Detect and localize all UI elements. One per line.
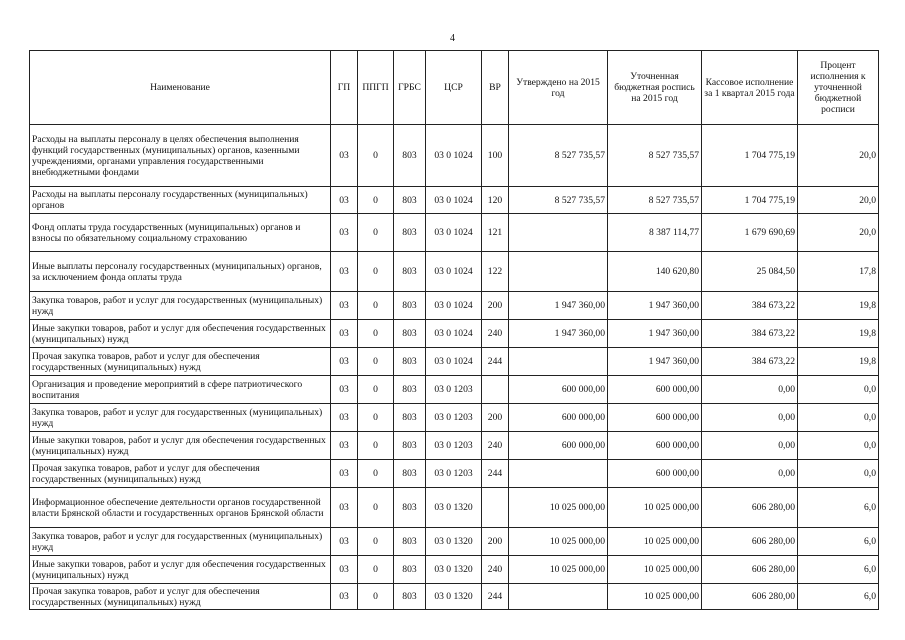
cell-refined: 10 025 000,00: [608, 528, 702, 556]
header-ppgp: ППГП: [358, 51, 394, 125]
cell-refined: 10 025 000,00: [608, 556, 702, 584]
cell-approved: 8 527 735,57: [509, 187, 608, 214]
cell-refined: 1 947 360,00: [608, 348, 702, 376]
budget-table: [29, 50, 879, 610]
table-row: [30, 320, 879, 348]
cell-approved: [509, 460, 608, 488]
table-row: [30, 376, 879, 404]
cell-vr: 244: [482, 584, 509, 610]
cell-grbs: 803: [394, 187, 426, 214]
header-cash: Кассовое исполнение за 1 квартал 2015 года: [702, 51, 798, 125]
header-refined: Уточненная бюджетная роспись на 2015 год: [608, 51, 702, 125]
cell-percent: 6,0: [798, 488, 879, 528]
cell-approved: 600 000,00: [509, 404, 608, 432]
cell-ppgp: 0: [358, 584, 394, 610]
cell-cash: 0,00: [702, 460, 798, 488]
cell-cash: 25 084,50: [702, 252, 798, 292]
cell-gp: 03: [331, 125, 358, 187]
cell-name: Иные закупки товаров, работ и услуг для обеспечения государственных (муниципальных) нужд: [30, 320, 331, 348]
cell-refined: 10 025 000,00: [608, 584, 702, 610]
cell-ppgp: 0: [358, 348, 394, 376]
cell-vr: 120: [482, 187, 509, 214]
cell-gp: 03: [331, 376, 358, 404]
cell-name: Прочая закупка товаров, работ и услуг для обеспечения государственных (муниципальных) нужд: [30, 460, 331, 488]
cell-csr: 03 0 1024: [426, 320, 482, 348]
cell-grbs: 803: [394, 292, 426, 320]
cell-percent: 0,0: [798, 376, 879, 404]
table-row: [30, 125, 879, 187]
cell-cash: 0,00: [702, 404, 798, 432]
cell-gp: 03: [331, 556, 358, 584]
header-percent: Процент исполнения к уточненной бюджетной росписи: [798, 51, 879, 125]
cell-percent: 20,0: [798, 187, 879, 214]
cell-gp: 03: [331, 528, 358, 556]
cell-vr: [482, 488, 509, 528]
cell-refined: 8 527 735,57: [608, 187, 702, 214]
cell-name: Расходы на выплаты персоналу в целях обеспечения выполнения функций государственных (муниципальных) органов, казенными учреждениями, органами управления государственными внебюджетными фондами: [30, 125, 331, 187]
header-name: Наименование: [30, 51, 331, 125]
table-row: [30, 528, 879, 556]
cell-refined: 600 000,00: [608, 404, 702, 432]
cell-percent: 0,0: [798, 460, 879, 488]
cell-gp: 03: [331, 488, 358, 528]
cell-gp: 03: [331, 460, 358, 488]
header-approved: Утверждено на 2015 год: [509, 51, 608, 125]
cell-ppgp: 0: [358, 404, 394, 432]
table-header-row: [30, 51, 879, 125]
cell-cash: 0,00: [702, 376, 798, 404]
table-body: [30, 125, 879, 610]
cell-cash: 384 673,22: [702, 320, 798, 348]
cell-grbs: 803: [394, 488, 426, 528]
header-gp: ГП: [331, 51, 358, 125]
cell-cash: 1 704 775,19: [702, 187, 798, 214]
cell-name: Закупка товаров, работ и услуг для государственных (муниципальных) нужд: [30, 528, 331, 556]
cell-csr: 03 0 1024: [426, 252, 482, 292]
cell-grbs: 803: [394, 404, 426, 432]
cell-approved: [509, 348, 608, 376]
cell-gp: 03: [331, 348, 358, 376]
page-number: 4: [450, 33, 455, 44]
table-row: [30, 348, 879, 376]
cell-vr: 200: [482, 528, 509, 556]
cell-grbs: 803: [394, 460, 426, 488]
cell-cash: 384 673,22: [702, 348, 798, 376]
cell-ppgp: 0: [358, 556, 394, 584]
cell-gp: 03: [331, 214, 358, 252]
cell-ppgp: 0: [358, 528, 394, 556]
cell-vr: 244: [482, 348, 509, 376]
cell-grbs: 803: [394, 432, 426, 460]
cell-vr: 122: [482, 252, 509, 292]
header-csr: ЦСР: [426, 51, 482, 125]
cell-name: Иные выплаты персоналу государственных (муниципальных) органов, за исключением фонда оплаты труда: [30, 252, 331, 292]
cell-ppgp: 0: [358, 252, 394, 292]
cell-cash: 606 280,00: [702, 584, 798, 610]
cell-ppgp: 0: [358, 214, 394, 252]
cell-csr: 03 0 1320: [426, 584, 482, 610]
cell-name: Информационное обеспечение деятельности органов государственной власти Брянской области и государственных органов Брянской области: [30, 488, 331, 528]
cell-name: Организация и проведение мероприятий в сфере патриотического воспитания: [30, 376, 331, 404]
cell-csr: 03 0 1320: [426, 528, 482, 556]
table-row: [30, 460, 879, 488]
table-row: [30, 432, 879, 460]
cell-ppgp: 0: [358, 320, 394, 348]
table-row: [30, 584, 879, 610]
cell-csr: 03 0 1024: [426, 187, 482, 214]
table-row: [30, 404, 879, 432]
cell-vr: [482, 376, 509, 404]
cell-name: Прочая закупка товаров, работ и услуг для обеспечения государственных (муниципальных) нужд: [30, 348, 331, 376]
cell-percent: 20,0: [798, 125, 879, 187]
cell-gp: 03: [331, 432, 358, 460]
cell-grbs: 803: [394, 125, 426, 187]
cell-gp: 03: [331, 320, 358, 348]
cell-grbs: 803: [394, 348, 426, 376]
cell-approved: 600 000,00: [509, 376, 608, 404]
cell-cash: 606 280,00: [702, 556, 798, 584]
cell-gp: 03: [331, 252, 358, 292]
cell-csr: 03 0 1203: [426, 432, 482, 460]
cell-grbs: 803: [394, 376, 426, 404]
cell-csr: 03 0 1024: [426, 125, 482, 187]
cell-gp: 03: [331, 404, 358, 432]
cell-percent: 6,0: [798, 528, 879, 556]
cell-approved: 1 947 360,00: [509, 292, 608, 320]
cell-approved: [509, 252, 608, 292]
cell-ppgp: 0: [358, 460, 394, 488]
cell-csr: 03 0 1320: [426, 488, 482, 528]
cell-vr: 244: [482, 460, 509, 488]
cell-ppgp: 0: [358, 292, 394, 320]
cell-cash: 606 280,00: [702, 488, 798, 528]
cell-gp: 03: [331, 292, 358, 320]
cell-vr: 240: [482, 432, 509, 460]
cell-vr: 100: [482, 125, 509, 187]
cell-gp: 03: [331, 187, 358, 214]
cell-approved: 10 025 000,00: [509, 488, 608, 528]
cell-refined: 10 025 000,00: [608, 488, 702, 528]
cell-ppgp: 0: [358, 187, 394, 214]
cell-approved: 10 025 000,00: [509, 528, 608, 556]
cell-approved: 1 947 360,00: [509, 320, 608, 348]
cell-refined: 8 527 735,57: [608, 125, 702, 187]
cell-vr: 240: [482, 320, 509, 348]
cell-cash: 1 704 775,19: [702, 125, 798, 187]
header-vr: ВР: [482, 51, 509, 125]
cell-vr: 200: [482, 292, 509, 320]
cell-name: Иные закупки товаров, работ и услуг для обеспечения государственных (муниципальных) нужд: [30, 556, 331, 584]
cell-refined: 1 947 360,00: [608, 292, 702, 320]
cell-csr: 03 0 1320: [426, 556, 482, 584]
table-row: [30, 252, 879, 292]
cell-approved: [509, 214, 608, 252]
cell-cash: 0,00: [702, 432, 798, 460]
table-row: [30, 214, 879, 252]
cell-refined: 600 000,00: [608, 432, 702, 460]
cell-percent: 6,0: [798, 584, 879, 610]
cell-ppgp: 0: [358, 376, 394, 404]
cell-vr: 240: [482, 556, 509, 584]
cell-approved: 10 025 000,00: [509, 556, 608, 584]
cell-csr: 03 0 1203: [426, 460, 482, 488]
cell-name: Иные закупки товаров, работ и услуг для обеспечения государственных (муниципальных) нужд: [30, 432, 331, 460]
cell-csr: 03 0 1203: [426, 404, 482, 432]
cell-refined: 600 000,00: [608, 376, 702, 404]
table-row: [30, 488, 879, 528]
cell-cash: 606 280,00: [702, 528, 798, 556]
cell-vr: 200: [482, 404, 509, 432]
cell-refined: 1 947 360,00: [608, 320, 702, 348]
table-row: [30, 187, 879, 214]
cell-grbs: 803: [394, 214, 426, 252]
cell-ppgp: 0: [358, 432, 394, 460]
cell-grbs: 803: [394, 556, 426, 584]
cell-ppgp: 0: [358, 488, 394, 528]
cell-name: Фонд оплаты труда государственных (муниципальных) органов и взносы по обязательному социальному страхованию: [30, 214, 331, 252]
cell-percent: 20,0: [798, 214, 879, 252]
cell-approved: [509, 584, 608, 610]
cell-percent: 19,8: [798, 320, 879, 348]
cell-percent: 6,0: [798, 556, 879, 584]
cell-ppgp: 0: [358, 125, 394, 187]
cell-cash: 384 673,22: [702, 292, 798, 320]
cell-gp: 03: [331, 584, 358, 610]
cell-percent: 17,8: [798, 252, 879, 292]
cell-name: Закупка товаров, работ и услуг для государственных (муниципальных) нужд: [30, 292, 331, 320]
cell-percent: 0,0: [798, 432, 879, 460]
cell-percent: 0,0: [798, 404, 879, 432]
cell-grbs: 803: [394, 252, 426, 292]
cell-approved: 600 000,00: [509, 432, 608, 460]
table-row: [30, 556, 879, 584]
cell-cash: 1 679 690,69: [702, 214, 798, 252]
cell-refined: 600 000,00: [608, 460, 702, 488]
cell-csr: 03 0 1203: [426, 376, 482, 404]
cell-grbs: 803: [394, 584, 426, 610]
cell-csr: 03 0 1024: [426, 292, 482, 320]
cell-refined: 8 387 114,77: [608, 214, 702, 252]
cell-grbs: 803: [394, 528, 426, 556]
cell-grbs: 803: [394, 320, 426, 348]
cell-csr: 03 0 1024: [426, 214, 482, 252]
cell-vr: 121: [482, 214, 509, 252]
cell-percent: 19,8: [798, 348, 879, 376]
cell-approved: 8 527 735,57: [509, 125, 608, 187]
header-grbs: ГРБС: [394, 51, 426, 125]
cell-refined: 140 620,80: [608, 252, 702, 292]
table-row: [30, 292, 879, 320]
cell-csr: 03 0 1024: [426, 348, 482, 376]
cell-name: Прочая закупка товаров, работ и услуг для обеспечения государственных (муниципальных) нужд: [30, 584, 331, 610]
cell-name: Закупка товаров, работ и услуг для государственных (муниципальных) нужд: [30, 404, 331, 432]
cell-percent: 19,8: [798, 292, 879, 320]
cell-name: Расходы на выплаты персоналу государственных (муниципальных) органов: [30, 187, 331, 214]
